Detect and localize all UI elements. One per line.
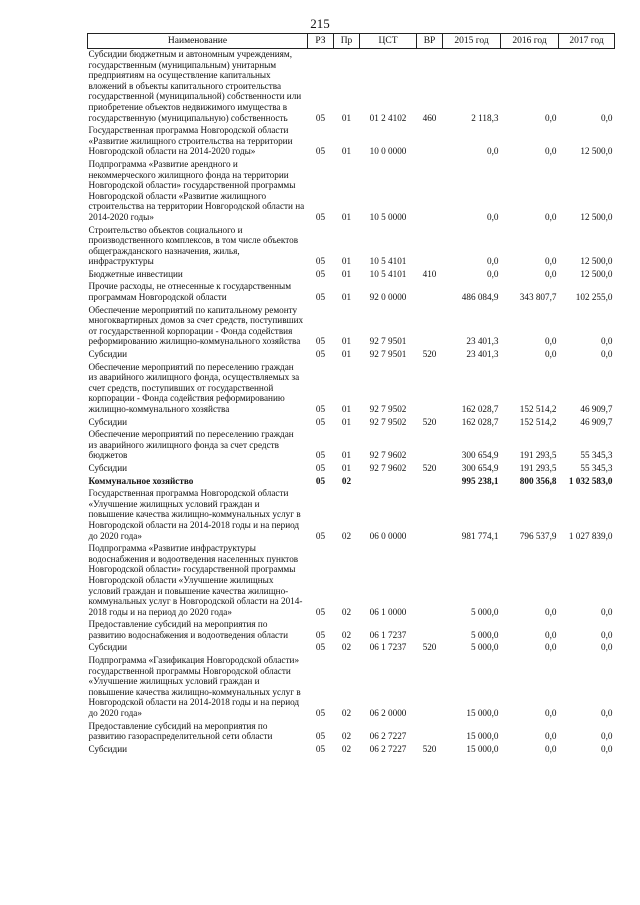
row-vr	[417, 281, 443, 304]
row-2015: 15 000,0	[466, 743, 499, 754]
row-vr: 410	[422, 268, 437, 279]
row-2017: 0,0	[601, 743, 613, 754]
row-name: Обеспечение мероприятий по капитальному ремонту многоквартирных домов за счет средств, поступивших от государственной корпорации - Фонда содействия реформированию жилищно-коммунального хозяйства	[88, 304, 304, 347]
row-2016: 800 356,8	[519, 475, 557, 486]
row-vr: 520	[422, 642, 437, 653]
row-vr	[417, 619, 443, 642]
row-pr: 02	[341, 642, 352, 653]
row-2017: 0,0	[601, 349, 613, 360]
table-row	[88, 349, 615, 362]
row-2015: 5 000,0	[470, 606, 499, 617]
row-2015: 23 401,3	[466, 349, 499, 360]
table-row	[88, 225, 615, 269]
row-cst: 92 7 9502	[369, 404, 407, 414]
row-2015: 0,0	[487, 211, 499, 222]
row-2016: 152 514,2	[519, 404, 557, 414]
row-cst: 10 5 0000	[369, 211, 407, 222]
row-pr: 01	[341, 349, 352, 360]
row-2017: 12 500,0	[580, 256, 613, 267]
row-pr: 02	[341, 743, 352, 754]
row-vr	[417, 476, 443, 489]
row-2015: 15 000,0	[466, 731, 499, 742]
header-rz: РЗ	[308, 34, 334, 49]
row-name: Субсидии	[88, 462, 128, 473]
row-pr: 02	[341, 530, 352, 541]
row-2016: 0,0	[545, 629, 557, 640]
row-2016: 0,0	[545, 211, 557, 222]
table-row	[88, 463, 615, 476]
row-cst: 10 5 4101	[369, 256, 407, 267]
row-2016: 191 293,5	[519, 450, 557, 461]
row-vr	[417, 305, 443, 349]
table-row	[88, 488, 615, 543]
row-cst: 92 7 9501	[369, 349, 407, 360]
row-2015: 5 000,0	[470, 629, 499, 640]
row-2016: 0,0	[545, 146, 557, 157]
row-cst: 06 1 7237	[369, 629, 407, 640]
row-name: Обеспечение мероприятий по переселению граждан из аварийного жилищного фонда за счет средств бюджетов	[88, 429, 294, 461]
row-vr	[417, 429, 443, 463]
row-2017: 55 345,3	[580, 462, 613, 473]
row-pr: 01	[341, 211, 352, 222]
row-pr: 01	[341, 112, 352, 123]
row-pr: 01	[341, 336, 352, 347]
table-row	[88, 543, 615, 619]
row-2017: 46 909,7	[580, 416, 613, 427]
row-2017: 0,0	[601, 708, 613, 719]
row-vr	[417, 543, 443, 619]
table-row	[88, 721, 615, 744]
row-2015: 486 084,9	[461, 292, 499, 303]
row-rz: 05	[315, 292, 326, 303]
table-row	[88, 744, 615, 757]
row-2015: 300 654,9	[461, 450, 499, 461]
row-2016: 343 807,7	[519, 292, 557, 303]
row-name: Коммунальное хозяйство	[88, 475, 194, 486]
row-name: Государственная программа Новгородской области «Улучшение жилищных условий граждан и повышение качества жилищно-коммунальных услуг в Новгородской области на 2014-2018 годы и на период до 2020 года»	[88, 488, 301, 541]
row-pr: 01	[341, 292, 352, 303]
row-2017: 12 500,0	[580, 268, 613, 279]
row-rz: 05	[315, 349, 326, 360]
row-pr: 02	[341, 629, 352, 640]
table-row	[88, 305, 615, 349]
row-rz: 05	[315, 336, 326, 347]
row-2016: 0,0	[545, 606, 557, 617]
row-cst: 06 2 7227	[369, 743, 407, 754]
row-cst: 92 7 9502	[369, 416, 407, 427]
row-cst: 06 0 0000	[369, 530, 407, 541]
row-2017: 0,0	[601, 731, 613, 742]
row-2017: 0,0	[601, 629, 613, 640]
row-2017: 46 909,7	[580, 404, 613, 414]
row-2015: 2 118,3	[471, 112, 499, 123]
table-row	[88, 417, 615, 430]
row-2015: 15 000,0	[466, 708, 499, 719]
row-2017: 12 500,0	[580, 146, 613, 157]
table-header	[88, 34, 615, 49]
row-cst: 92 7 9501	[369, 336, 407, 347]
row-vr	[417, 655, 443, 721]
row-vr: 520	[422, 349, 437, 360]
row-2016: 0,0	[545, 349, 557, 360]
row-2017: 0,0	[601, 112, 613, 123]
header-2015: 2015 год	[443, 34, 501, 49]
row-2016: 0,0	[545, 731, 557, 742]
row-2017: 102 255,0	[575, 292, 613, 303]
row-pr: 01	[341, 416, 352, 427]
row-2017: 0,0	[601, 606, 613, 617]
row-2017: 0,0	[601, 336, 613, 347]
row-2015: 0,0	[487, 268, 499, 279]
row-rz: 05	[315, 416, 326, 427]
row-vr: 520	[422, 462, 437, 473]
row-2015: 300 654,9	[461, 462, 499, 473]
row-2016: 0,0	[545, 708, 557, 719]
row-2017: 1 032 583,0	[568, 475, 613, 486]
row-2015: 23 401,3	[466, 336, 499, 347]
row-2017: 55 345,3	[580, 450, 613, 461]
row-pr: 01	[341, 404, 352, 414]
row-name: Субсидии	[88, 349, 128, 360]
header-vr: ВР	[417, 34, 443, 49]
row-2016: 0,0	[545, 112, 557, 123]
row-2015: 5 000,0	[470, 642, 499, 653]
row-rz: 05	[315, 112, 326, 123]
row-pr: 01	[341, 268, 352, 279]
row-2017: 1 027 839,0	[568, 530, 613, 541]
row-cst: 01 2 4102	[369, 112, 407, 123]
row-name: Государственная программа Новгородской области «Развитие жилищного строительства на территории Новгородской области на 2014-2020 годы»	[88, 125, 293, 157]
table-row	[88, 476, 615, 489]
row-cst: 06 2 0000	[369, 708, 407, 719]
row-rz: 05	[315, 146, 326, 157]
row-rz: 05	[315, 475, 326, 486]
row-vr	[417, 225, 443, 269]
row-2015: 981 774,1	[461, 530, 499, 541]
row-2016: 0,0	[545, 336, 557, 347]
row-cst: 06 1 7237	[369, 642, 407, 653]
row-vr	[417, 159, 443, 225]
row-pr: 01	[341, 146, 352, 157]
row-name: Подпрограмма «Газификация Новгородской области» государственной программы Новгородской области «Улучшение жилищных условий граждан и повышение качества жилищно-коммунальных услуг в Новгородской области на 2014-2018 годы и на период до 2020 года»	[88, 655, 301, 719]
row-rz: 05	[315, 450, 326, 461]
row-2015: 162 028,7	[461, 416, 499, 427]
header-2016: 2016 год	[501, 34, 559, 49]
table-row	[88, 269, 615, 282]
row-pr: 01	[341, 256, 352, 267]
row-rz: 05	[315, 462, 326, 473]
budget-table	[87, 33, 615, 756]
row-2016: 191 293,5	[519, 462, 557, 473]
page-number: 215	[310, 16, 330, 31]
header-name: Наименование	[88, 34, 308, 49]
row-2017: 12 500,0	[580, 211, 613, 222]
row-cst: 06 1 0000	[369, 606, 407, 617]
row-cst: 92 0 0000	[369, 292, 407, 303]
row-vr: 520	[422, 743, 437, 754]
row-name: Строительство объектов социального и производственного комплексов, в том числе объектов общегражданского назначения, жилья, инфраструктуры	[88, 224, 299, 267]
row-pr: 02	[341, 606, 352, 617]
row-cst: 10 0 0000	[369, 146, 407, 157]
row-vr	[417, 125, 443, 159]
row-2015: 0,0	[487, 146, 499, 157]
row-2015: 162 028,7	[461, 404, 499, 414]
row-pr: 01	[341, 450, 352, 461]
row-vr	[417, 721, 443, 744]
row-rz: 05	[315, 642, 326, 653]
row-name: Субсидии	[88, 642, 128, 653]
row-2017: 0,0	[601, 642, 613, 653]
row-2016: 796 537,9	[519, 530, 557, 541]
table-row	[88, 429, 615, 463]
row-2016: 0,0	[545, 268, 557, 279]
row-vr	[417, 362, 443, 417]
table-row	[88, 125, 615, 159]
row-pr: 01	[341, 462, 352, 473]
row-rz: 05	[315, 708, 326, 719]
row-vr: 460	[422, 112, 437, 123]
row-rz: 05	[315, 530, 326, 541]
row-rz: 05	[315, 629, 326, 640]
row-name: Подпрограмма «Развитие арендного и некоммерческого жилищного фонда на территории Новгородской области» государственной программы Новгородской области «Развитие жилищного строительства на территории Новгородской области на 2014-2020 годы»	[88, 158, 305, 222]
row-2016: 0,0	[545, 642, 557, 653]
row-2016: 152 514,2	[519, 416, 557, 427]
row-rz: 05	[315, 731, 326, 742]
row-name: Предоставление субсидий на мероприятия по развитию газораспределительной сети области	[88, 720, 273, 742]
row-rz: 05	[315, 404, 326, 414]
table-row	[88, 49, 615, 126]
row-name: Обеспечение мероприятий по переселению граждан из аварийного жилищного фонда, осуществляемых за счет средств, поступивших от государственной корпорации - Фонда содействия реформированию жилищно-коммунального хозяйства	[88, 361, 300, 414]
table-row	[88, 281, 615, 304]
row-pr: 02	[341, 708, 352, 719]
row-rz: 05	[315, 606, 326, 617]
row-name: Субсидии	[88, 416, 128, 427]
header-cst: ЦСТ	[360, 34, 417, 49]
row-rz: 05	[315, 268, 326, 279]
row-vr	[417, 488, 443, 543]
header-pr: Пр	[334, 34, 360, 49]
row-vr: 520	[422, 416, 437, 427]
table-row	[88, 159, 615, 225]
row-cst: 92 7 9602	[369, 462, 407, 473]
row-name: Предоставление субсидий на мероприятия по развитию водоснабжения и водоотведения области	[88, 619, 289, 640]
row-name: Прочие расходы, не отнесенные к государственным программам Новгородской области	[88, 281, 292, 303]
header-2017: 2017 год	[559, 34, 615, 49]
row-name: Бюджетные инвестиции	[88, 268, 183, 279]
row-rz: 05	[315, 743, 326, 754]
row-rz: 05	[315, 211, 326, 222]
row-2016: 0,0	[545, 743, 557, 754]
row-pr: 02	[341, 731, 352, 742]
row-cst: 10 5 4101	[369, 268, 407, 279]
row-2015: 0,0	[487, 256, 499, 267]
table-row	[88, 362, 615, 417]
row-cst	[360, 476, 417, 489]
table-row	[88, 619, 615, 642]
row-pr: 02	[341, 475, 352, 486]
table-body	[88, 49, 615, 757]
row-name: Субсидии	[88, 743, 128, 754]
table-row	[88, 642, 615, 655]
row-2016: 0,0	[545, 256, 557, 267]
row-cst: 92 7 9602	[369, 450, 407, 461]
row-2015: 995 238,1	[461, 475, 499, 486]
row-cst: 06 2 7227	[369, 731, 407, 742]
row-rz: 05	[315, 256, 326, 267]
table-row	[88, 655, 615, 721]
row-name: Подпрограмма «Развитие инфраструктуры водоснабжения и водоотведения населенных пунктов Новгородской области» государственной программы Новгородской области «Улучшение жилищных условий граждан и повышение качества жилищно-коммунальных услуг в Новгородской области на 2014-2018 годы и на период до 2020 года»	[88, 543, 303, 617]
row-name: Субсидии бюджетным и автономным учреждениям, государственным (муниципальным) унитарным предприятиям на осуществление капитальных вложений в объекты капитального строительства государственной (муниципальной) собственности или приобретение объектов недвижимого имущества в государственную (муниципальную) собственность	[88, 49, 302, 123]
